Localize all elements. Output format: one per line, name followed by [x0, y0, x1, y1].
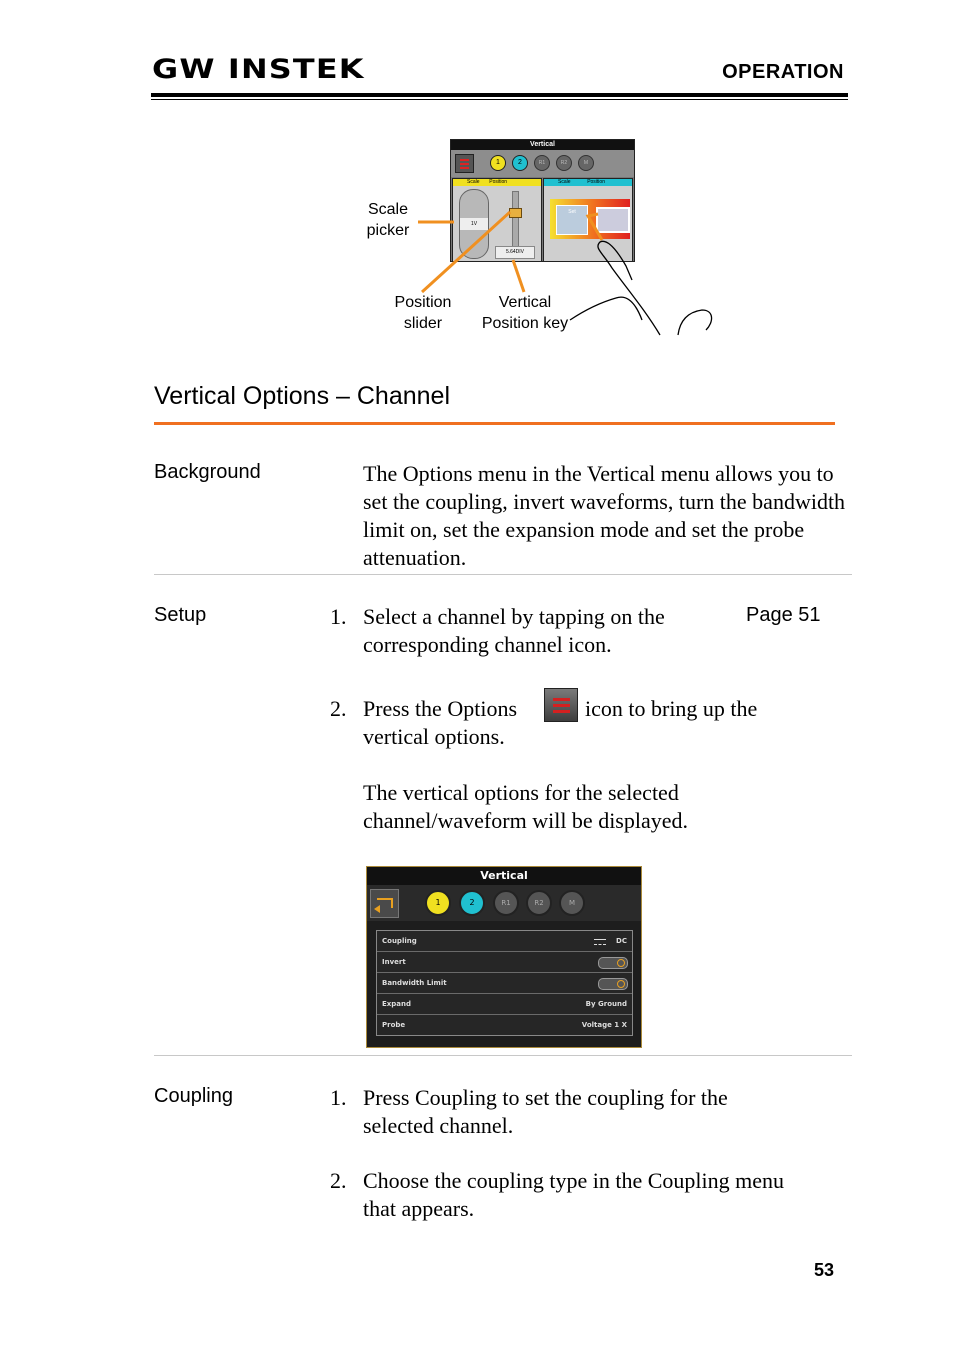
background-text: The Options menu in the Vertical menu allows you to set the coupling, invert waveforms, turn the bandwidth limit on, set the expansion mode and set the probe attenuation. — [363, 461, 846, 570]
step-number: 1. — [330, 1085, 347, 1110]
separator — [154, 1055, 852, 1056]
annotation-position-slider: Position slider — [394, 294, 452, 332]
channel-1-icon: 1 — [425, 890, 451, 916]
hand-icon — [598, 241, 660, 335]
channel-2-icon: 2 — [459, 890, 485, 916]
setup-step-1: Select a channel by tapping on the corresponding channel icon. — [363, 604, 665, 657]
header-rule — [151, 93, 848, 97]
panel-header: Scale Position — [544, 179, 632, 186]
menu-row-bandwidth-limit: Bandwidth Limit — [377, 973, 632, 994]
menu-row-expand: Expand By Ground — [377, 994, 632, 1015]
position-value: 5.64DIV — [495, 246, 535, 259]
invert-toggle — [598, 957, 628, 969]
panel-header: Scale Position — [453, 179, 541, 186]
channel-r2-icon: R2 — [526, 890, 552, 916]
setup-step-2-after: icon to bring up the — [585, 696, 758, 721]
setup-label: Setup — [154, 604, 207, 626]
annotation-vertical-position-key: Vertical Position key — [481, 294, 569, 332]
coupling-step-1: Press Coupling to set the coupling for the selected channel. — [363, 1085, 728, 1138]
bandwidth-limit-toggle — [598, 978, 628, 990]
annotation-scale-picker: Scale picker — [366, 201, 410, 239]
arrow-icon — [588, 214, 602, 240]
options-icon — [455, 154, 474, 173]
channel-m-icon: M — [578, 155, 594, 171]
channel-bar — [451, 150, 634, 177]
screen-title: Vertical — [451, 140, 634, 150]
step-number: 1. — [330, 604, 347, 629]
menu-row-probe: Probe Voltage 1 X — [382, 1021, 627, 1029]
setup-note: The vertical options for the selected channel/waveform will be displayed. — [363, 780, 689, 833]
section-header: OPERATION — [722, 61, 844, 83]
channel-2-icon: 2 — [512, 155, 528, 171]
section-title: Vertical Options – Channel — [154, 382, 451, 410]
vertical-position-key: Set — [550, 199, 630, 239]
menu-row-coupling: Coupling DC — [377, 931, 632, 952]
separator — [154, 574, 852, 575]
channel-r1-icon: R1 — [493, 890, 519, 916]
background-label: Background — [154, 461, 261, 483]
vertical-options-menu — [376, 930, 633, 1036]
back-icon — [370, 889, 399, 918]
setup-step-2-cont: vertical options. — [363, 724, 505, 749]
screen-title: Vertical — [367, 867, 641, 885]
vertical-options-figure — [366, 866, 642, 1048]
step-number: 2. — [330, 696, 347, 721]
coupling-label: Coupling — [154, 1085, 233, 1107]
scale-picker: 1V — [459, 189, 489, 259]
channel-bar — [367, 885, 641, 921]
channel-r1-icon: R1 — [534, 155, 550, 171]
page-number: 53 — [813, 1260, 834, 1280]
setup-step-2-before: Press the Options — [363, 696, 517, 721]
page-reference: Page 51 — [746, 604, 821, 626]
channel-r2-icon: R2 — [556, 155, 572, 171]
dc-icon — [594, 939, 606, 945]
section-rule — [154, 422, 835, 425]
menu-row-invert: Invert — [377, 952, 632, 973]
coupling-step-2: Choose the coupling type in the Coupling menu that appears. — [363, 1168, 785, 1221]
step-number: 2. — [330, 1168, 347, 1193]
channel-m-icon: M — [559, 890, 585, 916]
header-rule-thin — [151, 99, 848, 100]
channel-1-icon: 1 — [490, 155, 506, 171]
brand-logo: GW INSTEK — [152, 54, 365, 85]
options-icon — [544, 688, 578, 722]
